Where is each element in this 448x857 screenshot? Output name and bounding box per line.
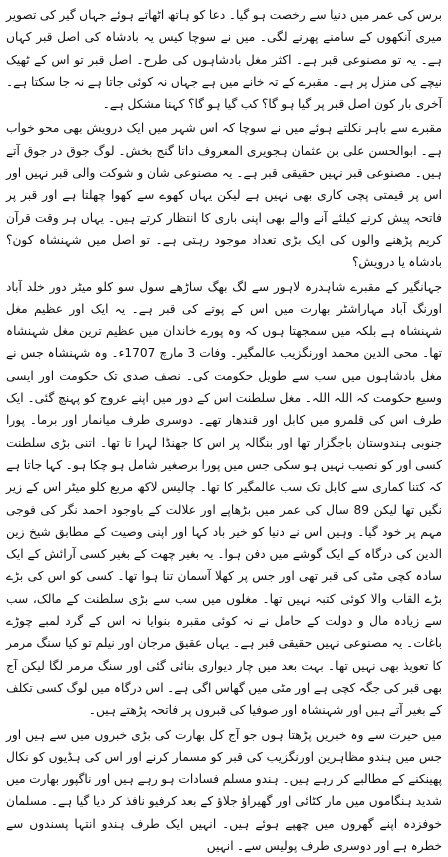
- paragraph-jahangir-false-grave: برس کی عمر میں دنیا سے رخصت ہو گیا۔ دعا کو ہاتھ اٹھاتے ہوئے جہاں گیر کی تصویر میری آنکھوں کے سامنے پھرنے لگی۔ میں نے سوچا کیس یہ بادشاہ کی اصل قبر کہاں ہے۔ یہ تو مصنوعی قبر ہے۔ اکثر مغل بادشاہوں کی طرح۔ اصل قبر تو اس کے ٹھیک نیچے کی منزل پر ہے۔ مقبرے کے تہ خانے میں ہے جہاں نہ کوئی جاتا ہے نہ جا سکتا ہے۔ آخری بار کون اصل قبر پر گیا ہو گا؟ کب گیا ہو گا؟ کہنا مشکل ہے۔: [6, 4, 442, 115]
- paragraph-news-nagpur: میں حیرت سے وہ خبریں پڑھتا ہوں جو آج کل بھارت کی بڑی خبروں میں سے ہیں اور جس میں ہندو مظاہرین اورنگزیب کی قبر کو مسمار کرنے اور اس کی ہڈیوں کو نکال پھینکنے کے مطالبے کر رہے ہیں۔ ہندو مسلم فسادات ہو رہے ہیں اور ناگپور بھارت میں شدید ہنگاموں میں مار کٹائی اور گھیراؤ جلاؤ کے بعد کرفیو نافذ کر دیا گیا ہے۔ مسلمان خوفزدہ اپنے گھروں میں چھپے ہوئے ہیں۔ انہیں ایک طرف ہندو انتہا پسندوں سے خطرہ ہے اور دوسری طرف پولیس سے۔ انہیں: [6, 724, 442, 857]
- paragraph-data-ganj-bakhsh: مقبرے سے باہر نکلتے ہوئے میں نے سوچا کہ اس شہر میں ایک درویش بھی محو خواب ہے۔ ابوالحسن علی بن عثمان ہجویری المعروف داتا گنج بخش۔ لوگ جوق در جوق آتے ہیں۔ مصنوعی قبر نہیں حقیقی قبر ہے۔ یہ مصنوعی شان و شوکت والی قبر نہیں اور اس پر قیمتی پچی کاری بھی نہیں ہے لیکن یہاں کھوے سے کھوا چھلتا ہے اور قبر پر فاتحہ پیش کرنے کیلئے آنے والے بھی اپنی باری کا انتظار کرتے ہیں۔ یہاں ہر وقت قرآن کریم پڑھنے والوں کی ایک بڑی تعداد موجود رہتی ہے۔ تو اصل میں شہنشاہ کون؟ بادشاہ یا درویش؟: [6, 117, 442, 273]
- paragraph-aurangzeb-grave: جہانگیر کے مقبرے شاہدرہ لاہور سے لگ بھگ ساڑھے سول سو کلو میٹر دور خلد آباد اورنگ آباد مہاراشٹر بھارت میں اس کے پوتے کی قبر ہے۔ یہ ایک اور عظیم مغل شہنشاہ ہے بلکہ میں سمجھتا ہوں کہ وہ پورے خاندان میں عظیم ترین مغل شہنشاہ تھا۔ محی الدین محمد اورنگزیب عالمگیر۔ وفات 3 مارچ 1707ء۔ وہ شہنشاہ جس نے مغل بادشاہوں میں سب سے طویل حکومت کی۔ نصف صدی تک حکومت اور ایسی وسیع حکومت کہ اللہ اللہ۔ مغل سلطنت اس کے دور میں اپنے عروج کو پہنچ گئی۔ ایک طرف اس کی قلمرو میں کابل اور قندھار تھے۔ دوسری طرف میانمار اور برما۔ پورا جنوبی ہندوستان باجگزار تھا اور بنگالہ پر اس کا جھنڈا لہرا تا تھا۔ اتنی بڑی سلطنت کسی اور کو نصیب نہیں ہو سکی جس میں پورا برصغیر شامل ہو چکا ہو۔ کہا جاتا ہے کہ کتنا کماری سے کابل تک سب عالمگیر کا تھا۔ چالیس لاکھ مربع کلو میٹر اس کے زیر نگیں تھا لیکن 89 سال کی عمر میں بڑھاپے اور علالت کے باوجود احمد نگر کی فوجی مہم پر خود گیا۔ وہیں اس نے دنیا کو خیر باد کہا اور اپنی وصیت کے مطابق شیخ زین الدین کی درگاہ کے ایک گوشے میں دفن ہوا۔ یہ بغیر چھت کے بغیر کسی آرائش کے ایک سادہ کچی مٹی کی قبر تھی اور جس پر کھلا آسمان تنا ہوا تھا۔ کسی کو اس کی بڑے بڑے القاب والا کوئی کتبہ نہیں تھا۔ مغلوں میں سب سے بڑی سلطنت کے مالک، سب سے زیادہ مال و دولت کے حامل نے نہ کوئی مقبرہ بنوایا نہ اس کے گرد لمبے چوڑے باغات۔ یہ مصنوعی نہیں حقیقی قبر ہے۔ یہاں عقیق مرجان اور نیلم تو کیا سنگ مرمر کا تعویذ بھی نہیں تھا۔ بہت بعد میں چار دیواری بنائی گئی اور سنگ مرمر لگا لیکن آج بھی قبر کی جگہ کچی ہے اور مٹی میں گھاس اگی ہے۔ اس درگاہ میں لوگ کسی تکلف کے بغیر آتے ہیں اور شہنشاہ اور صوفیا کی قبروں پر فاتحہ پڑھتے ہیں۔: [6, 276, 442, 722]
